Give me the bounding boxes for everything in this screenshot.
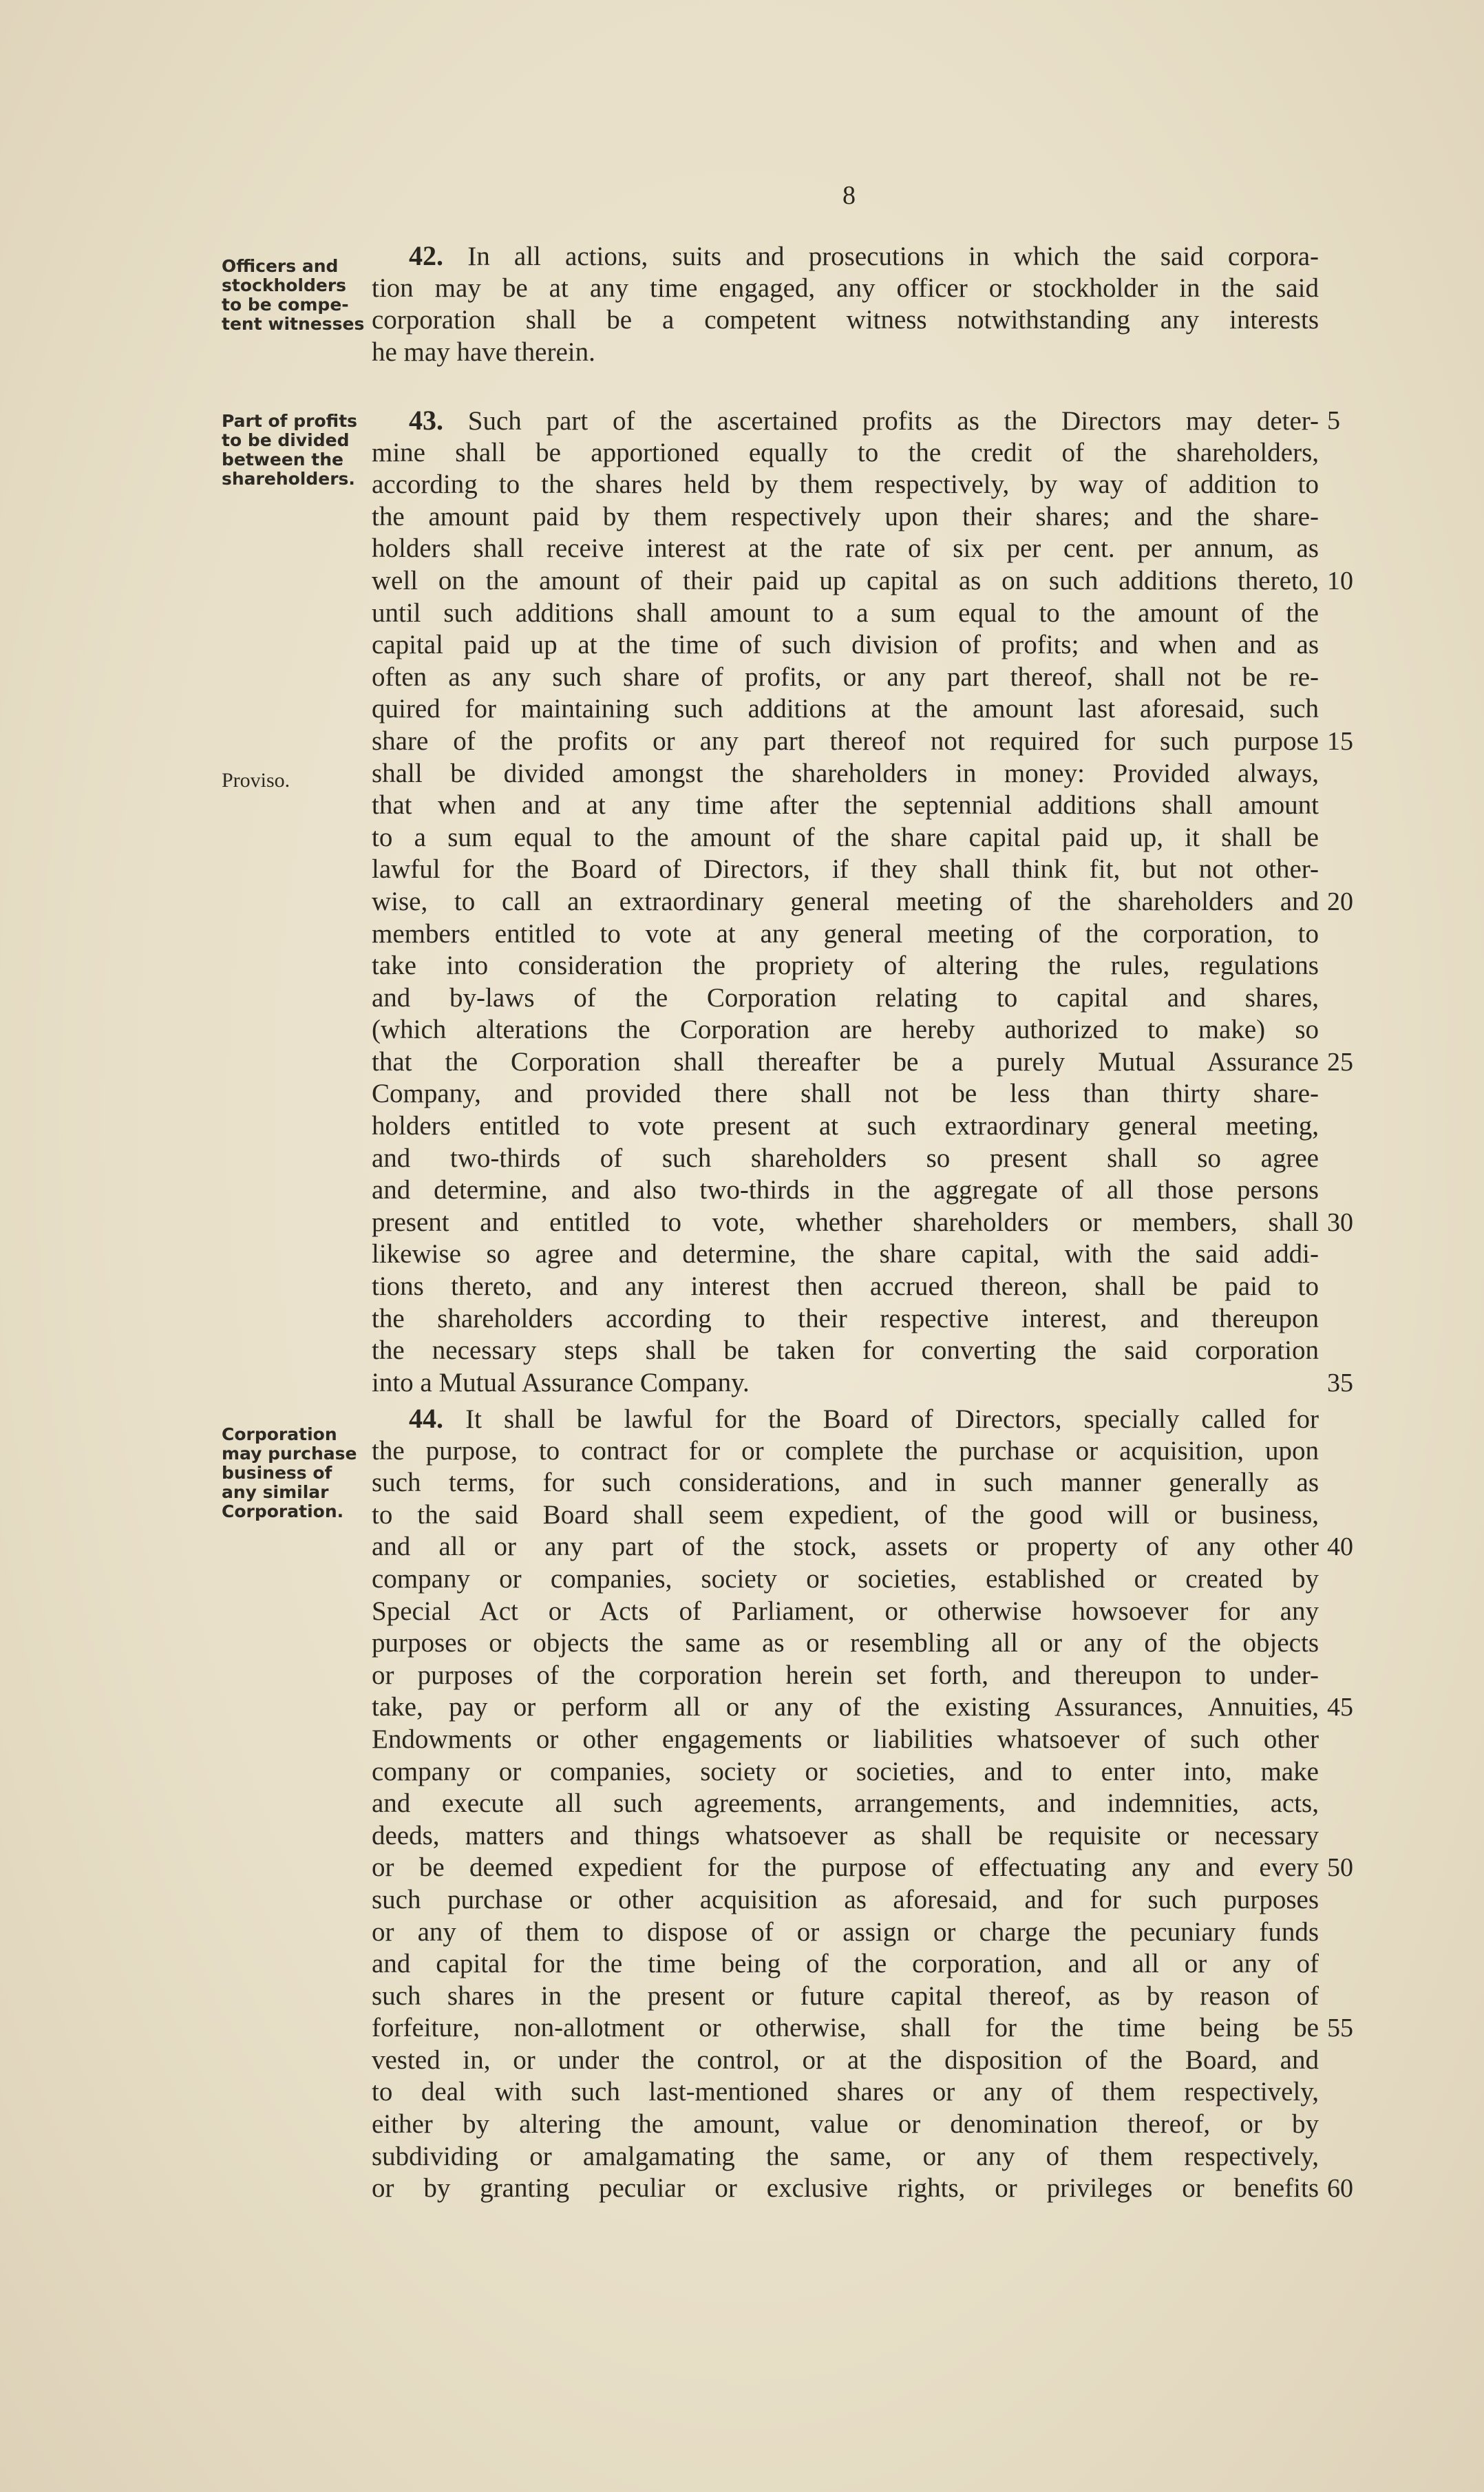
text-line: often as any such share of profits, or any part thereof, shall not be re-	[372, 662, 1319, 692]
side-note-line: tent witnesses	[222, 314, 365, 334]
side-note-line: Proviso.	[222, 769, 290, 792]
side-note-line: Corporation.	[222, 1501, 344, 1521]
text-line: tion may be at any time engaged, any officer or stockholder in the said	[372, 273, 1319, 303]
line-text: It shall be lawful for the Board of Directors, specially called for	[465, 1404, 1319, 1434]
margin-line-number: 15	[1327, 727, 1353, 756]
line-text: In all actions, suits and prosecutions in which the said corpora-	[467, 242, 1319, 271]
text-line: such terms, for such considerations, and in such manner generally as	[372, 1468, 1319, 1498]
text-line: or by granting peculiar or exclusive rights, or privileges or benefits	[372, 2173, 1319, 2204]
text-line: Special Act or Acts of Parliament, or otherwise howsoever for any	[372, 1596, 1319, 1626]
side-note-line: between the	[222, 450, 344, 469]
text-line: and two-thirds of such shareholders so present shall so agree	[372, 1143, 1319, 1173]
text-line: such purchase or other acquisition as aforesaid, and for such purposes	[372, 1884, 1319, 1914]
text-line: likewise so agree and determine, the share capital, with the said addi-	[372, 1239, 1319, 1269]
margin-line-number: 10	[1327, 567, 1353, 595]
text-line: company or companies, society or societies, established or created by	[372, 1563, 1319, 1594]
text-line: mine shall be apportioned equally to the credit of the shareholders,	[372, 437, 1319, 467]
text-line: company or companies, society or societies, and to enter into, make	[372, 1756, 1319, 1786]
text-line: and execute all such agreements, arrangements, and indemnities, acts,	[372, 1788, 1319, 1819]
text-line: to deal with such last-mentioned shares or any of them respectively,	[372, 2077, 1319, 2107]
text-line	[372, 1403, 1319, 1435]
text-line: or purposes of the corporation herein set forth, and thereupon to under-	[372, 1660, 1319, 1690]
text-line: forfeiture, non-allotment or otherwise, shall for the time being be	[372, 2013, 1319, 2043]
side-note-purchase-business	[222, 1425, 370, 1521]
section-text	[372, 1403, 1319, 2205]
side-note-line: to be divided	[222, 430, 350, 450]
side-note-proviso	[222, 771, 370, 790]
margin-line-number: 50	[1327, 1853, 1353, 1883]
text-line: to a sum equal to the amount of the share capital paid up, it shall be	[372, 822, 1319, 852]
text-line: take, pay or perform all or any of the existing Assurances, Annuities,	[372, 1692, 1319, 1722]
line-text: Such part of the ascertained profits as the Directors may deter-	[467, 406, 1319, 436]
text-line: share of the profits or any part thereof not required for such purpose	[372, 726, 1319, 756]
margin-line-number: 5	[1327, 406, 1340, 435]
text-line: into a Mutual Assurance Company.	[372, 1367, 750, 1397]
side-note-line: to be compe-	[222, 295, 349, 315]
text-line: well on the amount of their paid up capital as on such additions thereto,	[372, 565, 1319, 595]
text-line: Endowments or other engagements or liabilities whatsoever of such other	[372, 1724, 1319, 1754]
text-line: or any of them to dispose of or assign or charge the pecuniary funds	[372, 1916, 1319, 1947]
text-line: the amount paid by them respectively upon their shares; and the share-	[372, 501, 1319, 531]
text-line: (which alterations the Corporation are hereby authorized to make) so	[372, 1015, 1319, 1045]
side-note-line: Officers and	[222, 256, 339, 276]
side-note-line: any similar	[222, 1482, 329, 1502]
section-text	[372, 405, 1319, 1399]
section-text	[372, 240, 1319, 368]
side-note-division-of-profits	[222, 412, 370, 489]
text-line: according to the shares held by them respectively, by way of addition to	[372, 469, 1319, 500]
text-line: tions thereto, and any interest then accrued thereon, shall be paid to	[372, 1271, 1319, 1302]
text-line: take into consideration the propriety of altering the rules, regulations	[372, 951, 1319, 981]
text-line: shall be divided amongst the shareholders in money: Provided always,	[372, 758, 1319, 788]
text-line: quired for maintaining such additions at the amount last aforesaid, such	[372, 694, 1319, 724]
text-line: Company, and provided there shall not be less than thirty share-	[372, 1079, 1319, 1109]
text-line: corporation shall be a competent witness notwithstanding any interests	[372, 305, 1319, 335]
text-line: the shareholders according to their respective interest, and thereupon	[372, 1303, 1319, 1333]
text-line: and capital for the time being of the corporation, and all or any of	[372, 1949, 1319, 1979]
text-line: purposes or objects the same as or resembling all or any of the objects	[372, 1628, 1319, 1658]
section-number: 42.	[409, 240, 443, 271]
page-number: 8	[842, 181, 856, 210]
text-line: and determine, and also two-thirds in the aggregate of all those persons	[372, 1175, 1319, 1205]
text-line: and all or any part of the stock, assets or property of any other	[372, 1532, 1319, 1562]
margin-line-number: 30	[1327, 1208, 1353, 1237]
margin-line-number: 55	[1327, 2014, 1353, 2043]
text-line: that when and at any time after the septennial additions shall amount	[372, 790, 1319, 821]
text-line: capital paid up at the time of such division of profits; and when and as	[372, 630, 1319, 660]
text-line: holders entitled to vote present at such extraordinary general meeting,	[372, 1111, 1319, 1141]
text-line: to the said Board shall seem expedient, of the good will or business,	[372, 1499, 1319, 1530]
section-number: 43.	[409, 405, 443, 436]
text-line: present and entitled to vote, whether shareholders or members, shall	[372, 1207, 1319, 1237]
text-line: lawful for the Board of Directors, if they shall think fit, but not other-	[372, 854, 1319, 885]
text-line: the purpose, to contract for or complete the purchase or acquisition, upon	[372, 1435, 1319, 1466]
text-line: the necessary steps shall be taken for converting the said corporation	[372, 1335, 1319, 1366]
text-line: such shares in the present or future capital thereof, as by reason of	[372, 1981, 1319, 2011]
side-note-line: Corporation	[222, 1424, 337, 1444]
text-line	[372, 240, 1319, 273]
margin-line-number: 35	[1327, 1369, 1353, 1397]
side-note-line: may purchase	[222, 1444, 357, 1464]
text-line: wise, to call an extraordinary general meeting of the shareholders and	[372, 886, 1319, 916]
text-line: subdividing or amalgamating the same, or any of them respectively,	[372, 2141, 1319, 2171]
side-note-line: shareholders.	[222, 469, 355, 489]
section-number: 44.	[409, 1403, 443, 1434]
text-line: or be deemed expedient for the purpose of effectuating any and every	[372, 1852, 1319, 1883]
margin-line-number: 25	[1327, 1048, 1353, 1077]
text-line: members entitled to vote at any general meeting of the corporation, to	[372, 918, 1319, 949]
text-line: either by altering the amount, value or denomination thereof, or by	[372, 2109, 1319, 2140]
side-note-line: Part of profits	[222, 411, 358, 431]
text-line: and by-laws of the Corporation relating to capital and shares,	[372, 982, 1319, 1013]
side-note-line: stockholders	[222, 275, 347, 295]
text-line: holders shall receive interest at the rate of six per cent. per annum, as	[372, 534, 1319, 564]
margin-line-number: 60	[1327, 2174, 1353, 2204]
text-line: vested in, or under the control, or at the disposition of the Board, and	[372, 2045, 1319, 2075]
text-line: that the Corporation shall thereafter be a purely Mutual Assurance	[372, 1046, 1319, 1077]
margin-line-number: 45	[1327, 1693, 1353, 1722]
text-line	[372, 405, 1319, 437]
text-line: deeds, matters and things whatsoever as shall be requisite or necessary	[372, 1820, 1319, 1850]
margin-line-number: 20	[1327, 887, 1353, 916]
margin-line-number: 40	[1327, 1532, 1353, 1562]
text-line: until such additions shall amount to a sum equal to the amount of the	[372, 598, 1319, 628]
side-note-officers-witnesses	[222, 257, 370, 334]
text-line: he may have therein.	[372, 337, 595, 367]
side-note-line: business of	[222, 1463, 332, 1483]
